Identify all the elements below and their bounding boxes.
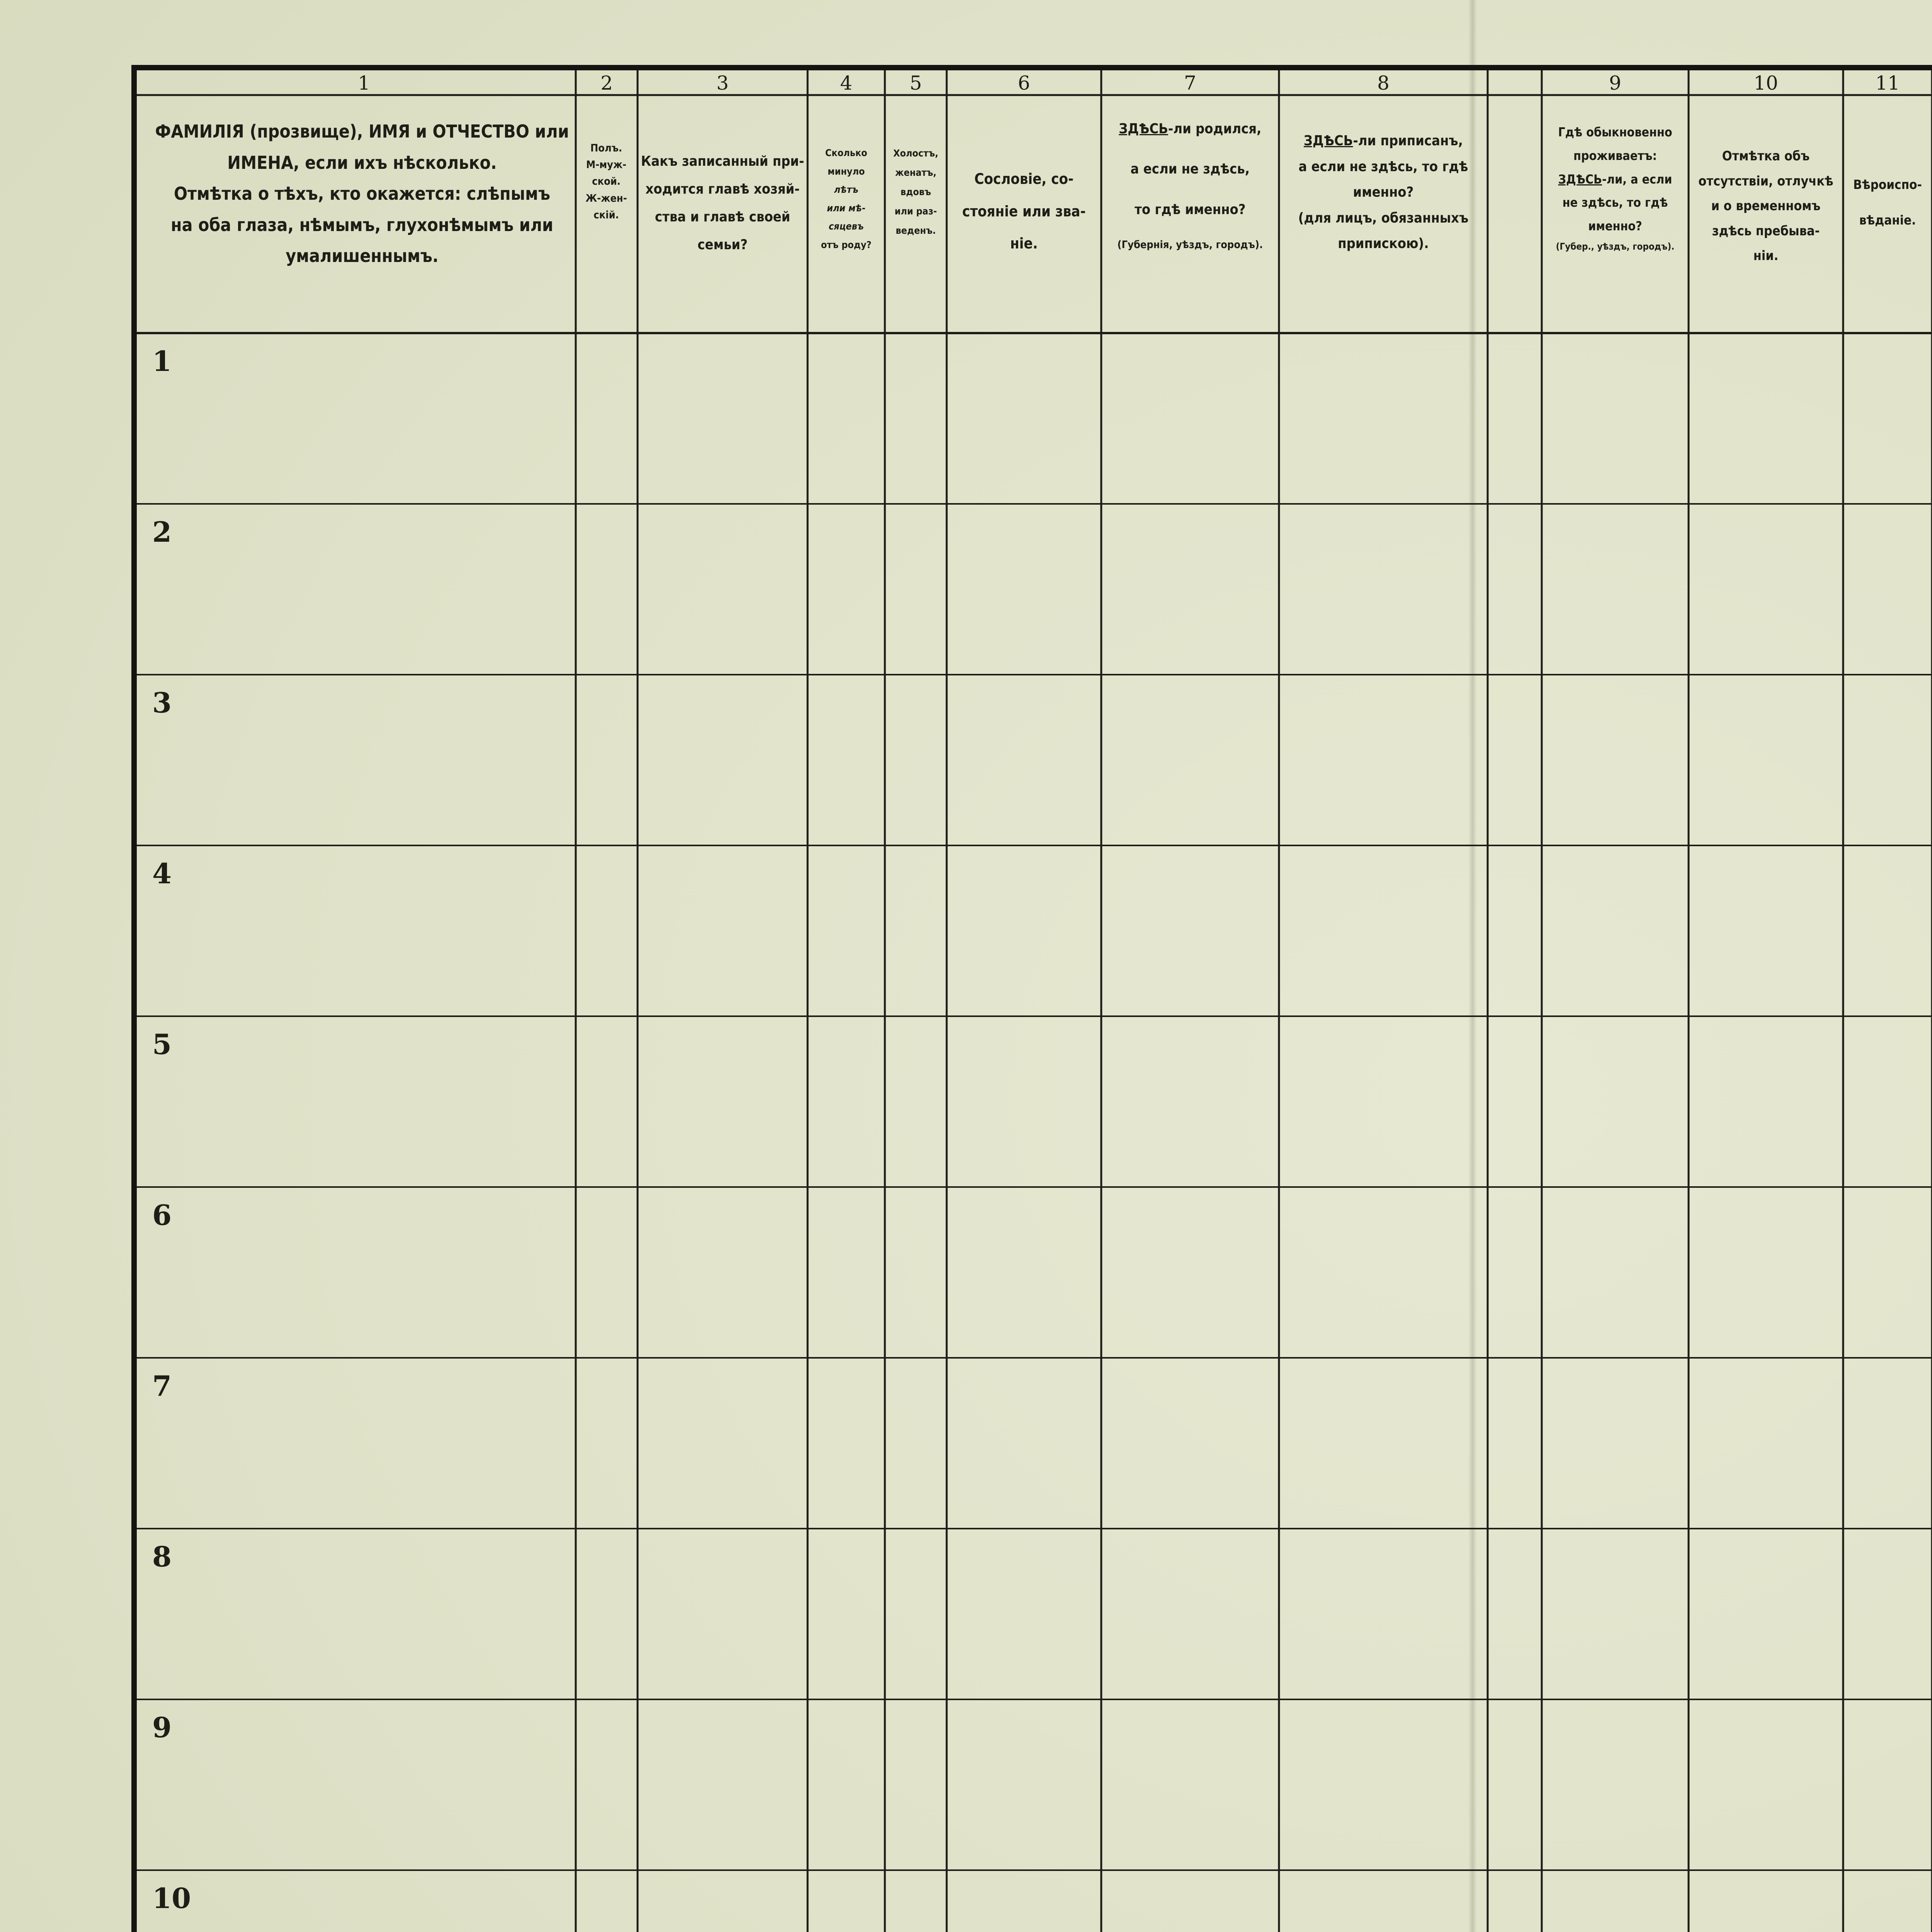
col-10-line-1: Отмѣтка объ [1722,148,1810,164]
row-number: 1 [152,345,172,378]
col-2-line-3: ской. [592,175,621,188]
row-number: 9 [152,1711,172,1744]
col-3-line-1: Какъ записанный при- [641,153,804,169]
col-7-line-3: то гдѣ именно? [1134,201,1246,218]
col-2-number: 2 [600,72,613,94]
col-11-line-2: вѣданіе. [1859,213,1916,228]
col-4-line-4: или мѣ- [827,202,866,214]
col-2-line-1: Полъ. [590,142,622,154]
col-6-number: 6 [1018,72,1030,94]
col-8-line-2: а если не здѣсь, то гдѣ [1298,158,1468,175]
row-number: 8 [152,1540,172,1573]
row-number: 2 [152,515,172,548]
col-4-number: 4 [840,72,852,94]
col-4-line-6: отъ роду? [821,239,872,250]
col-9-line-5: именно? [1588,219,1642,234]
col-10-line-2: отсутствіи, отлучкѣ [1698,173,1833,189]
col-2-line-5: скій. [594,209,619,221]
col-6-line-1: Сословіе, со- [974,170,1074,187]
census-form-table [131,65,1932,1932]
col-9-header [1543,121,1687,329]
col-1-line-1: ФАМИЛІЯ (прозвище), ИМЯ и ОТЧЕСТВО или [155,121,569,142]
col-6-line-3: ніе. [1010,235,1038,252]
col-11-number: 11 [1875,72,1900,94]
col-3-line-3: ства и главѣ своей [655,209,791,225]
col-1-header [144,116,580,332]
col-7-line-2: а если не здѣсь, [1130,161,1250,177]
col-2-line-2: М-муж- [586,159,627,171]
col-3-line-4: семьи? [697,237,748,253]
col-1-line-3: Отмѣтка о тѣхъ, кто окажется: слѣпымъ [174,183,550,204]
row-number: 4 [152,857,172,890]
col-1-line-5: умалишеннымъ. [286,245,439,266]
col-1-line-4: на оба глаза, нѣмымъ, глухонѣмымъ или [171,214,553,235]
col-4-line-2: минуло [827,165,865,177]
col-7-number: 7 [1184,72,1196,94]
col-1-line-2: ИМЕНА, если ихъ нѣсколько. [227,152,497,173]
col-5-line-4: или раз- [895,206,937,217]
col-9-line-6: (Губер., уѣздъ, городъ). [1556,241,1675,252]
col-5-number: 5 [910,72,922,94]
col-5-line-5: веденъ. [896,225,936,236]
col-4-line-1: Сколько [825,147,867,158]
col-3-header [640,148,805,310]
col-5-line-3: вдовъ [900,186,931,197]
col-8-line-5: припискою). [1338,236,1429,252]
col-11-header [1845,167,1930,306]
table-grid [137,70,1932,1932]
col-2-header [577,140,636,302]
col-5-header [886,144,945,314]
row-number: 5 [152,1028,172,1061]
col-9-line-4: не здѣсь, то гдѣ [1562,195,1668,210]
col-9-line-3: ЗДѢСЬ-ли, а если [1558,172,1672,187]
col-7-line-1: ЗДѢСЬ-ли родился, [1119,121,1262,137]
col-6-header [949,163,1099,302]
col-3-number: 3 [716,72,729,94]
col-7-header [1104,109,1277,325]
col-10-line-4: здѣсь пребыва- [1712,223,1820,239]
col-10-number: 10 [1753,72,1778,94]
col-4-header [809,144,883,314]
col-9-line-1: Гдѣ обыкновенно [1558,125,1672,139]
col-2-line-4: Ж-жен- [585,192,627,204]
row-number: 6 [152,1199,172,1231]
col-9-number: 9 [1609,72,1621,94]
col-6-line-2: стояніе или зва- [962,202,1086,220]
col-10-line-3: и о временномъ [1711,198,1821,214]
col-9-line-2: проживаетъ: [1573,148,1657,163]
col-7-line-4: (Губернія, уѣздъ, городъ). [1117,239,1263,251]
col-1-number: 1 [358,72,370,94]
col-8-line-4: (для лицъ, обязанныхъ [1298,210,1469,226]
col-8-line-1: ЗДѢСЬ-ли приписанъ, [1303,133,1463,149]
row-number: 7 [152,1369,172,1402]
col-4-line-5: сяцевъ [828,221,864,232]
col-8-header [1281,128,1485,314]
row-number: 3 [152,686,172,719]
col-8-line-3: именно? [1353,184,1414,201]
col-10-line-5: ніи. [1753,248,1779,264]
col-5-line-1: Холостъ, [893,148,939,159]
col-5-line-2: женатъ, [895,167,937,178]
col-10-header [1690,144,1842,314]
col-3-line-2: ходится главѣ хозяй- [645,181,800,197]
row-number: 10 [152,1882,191,1915]
col-8-number: 8 [1377,72,1389,94]
col-4-line-3: лѣтъ [834,184,859,195]
col-11-line-1: Вѣроиспо- [1853,177,1922,192]
